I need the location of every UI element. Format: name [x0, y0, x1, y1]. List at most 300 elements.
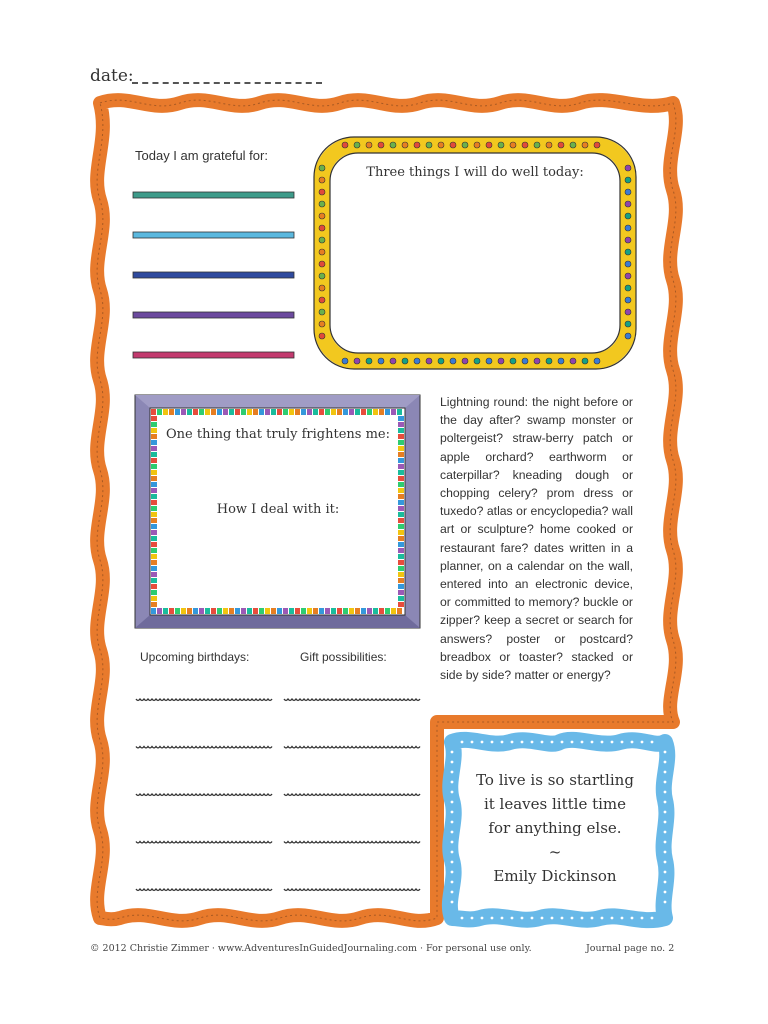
frame-dot [451, 831, 454, 834]
frame-square [205, 608, 210, 614]
frame-dot [582, 142, 588, 148]
frame-square [379, 409, 384, 415]
frame-square [337, 608, 342, 614]
frame-dot [451, 781, 454, 784]
birthday-lines [136, 699, 420, 891]
frame-square [391, 608, 396, 614]
frame-square [169, 409, 174, 415]
gift-line[interactable] [284, 794, 420, 796]
frame-dot [594, 142, 600, 148]
frame-square [211, 409, 216, 415]
frame-dot [450, 142, 456, 148]
frame-square [151, 542, 157, 547]
frame-square [398, 596, 404, 601]
frame-dot [451, 861, 454, 864]
frame-dot [378, 142, 384, 148]
frame-square [398, 602, 404, 607]
frame-square [398, 488, 404, 493]
frame-dot [570, 142, 576, 148]
grateful-title: Today I am grateful for: [135, 148, 268, 163]
frame-dot [354, 358, 360, 364]
frame-dot [354, 142, 360, 148]
frame-square [187, 409, 192, 415]
gift-title: Gift possibilities: [300, 650, 387, 664]
frame-dot [426, 358, 432, 364]
frame-dot [402, 358, 408, 364]
frame-dot [438, 142, 444, 148]
frame-square [398, 464, 404, 469]
birthday-line[interactable] [136, 747, 272, 749]
frame-square [187, 608, 192, 614]
quote-tilde: ~ [548, 843, 562, 861]
frame-dot [601, 741, 604, 744]
frame-square [398, 566, 404, 571]
frame-dot [581, 917, 584, 920]
frame-dot [486, 142, 492, 148]
frame-square [398, 416, 404, 421]
frame-square [343, 608, 348, 614]
frame-square [199, 409, 204, 415]
frame-square [151, 458, 157, 463]
frame-square [398, 530, 404, 535]
frame-dot [641, 917, 644, 920]
frame-dot [625, 177, 631, 183]
frame-dot [481, 917, 484, 920]
frame-square [217, 409, 222, 415]
frame-square [151, 590, 157, 595]
frame-square [235, 409, 240, 415]
frame-square [313, 608, 318, 614]
frame-square [193, 409, 198, 415]
frame-dot [581, 741, 584, 744]
grateful-line[interactable] [133, 232, 294, 238]
frame-square [391, 409, 396, 415]
frame-dot [631, 741, 634, 744]
frame-dot [491, 917, 494, 920]
frame-square [325, 608, 330, 614]
frame-square [211, 608, 216, 614]
frame-dot [491, 741, 494, 744]
frame-square [277, 409, 282, 415]
frame-square [193, 608, 198, 614]
frame-dot [450, 358, 456, 364]
frame-dot [664, 841, 667, 844]
frame-dot [498, 142, 504, 148]
frame-square [398, 446, 404, 451]
frame-dot [534, 358, 540, 364]
frame-dot [319, 225, 325, 231]
frame-dot [625, 309, 631, 315]
frame-dot [625, 249, 631, 255]
frame-dot [319, 297, 325, 303]
frame-square [398, 518, 404, 523]
birthday-line[interactable] [136, 794, 272, 796]
frame-square [163, 608, 168, 614]
frame-dot [561, 917, 564, 920]
frame-dot [451, 761, 454, 764]
date-label: date: [90, 66, 134, 86]
frame-dot [319, 189, 325, 195]
frame-square [229, 409, 234, 415]
frame-dot [451, 791, 454, 794]
frame-dot [594, 358, 600, 364]
frame-square [235, 608, 240, 614]
frame-dot [451, 891, 454, 894]
quote-line-1: To live is so startling [476, 771, 634, 789]
frame-dot [625, 261, 631, 267]
frame-dot [319, 201, 325, 207]
frame-dot [319, 321, 325, 327]
frame-dot [451, 751, 454, 754]
frame-square [283, 608, 288, 614]
frame-dot [451, 811, 454, 814]
quote-author: Emily Dickinson [493, 867, 617, 885]
frame-square [259, 608, 264, 614]
frame-square [398, 482, 404, 487]
frame-square [295, 409, 300, 415]
frame-dot [664, 771, 667, 774]
frame-square [259, 409, 264, 415]
frame-square [331, 409, 336, 415]
grateful-lines [133, 192, 294, 358]
frame-dot [511, 917, 514, 920]
frame-dot [319, 333, 325, 339]
frame-dot [521, 741, 524, 744]
frame-square [151, 512, 157, 517]
frame-square [151, 566, 157, 571]
frame-dot [451, 841, 454, 844]
frame-square [169, 608, 174, 614]
frame-dot [342, 358, 348, 364]
frame-dot [319, 165, 325, 171]
frame-square [163, 409, 168, 415]
frame-dot [451, 881, 454, 884]
frame-dot [625, 237, 631, 243]
frame-square [217, 608, 222, 614]
frame-dot [366, 142, 372, 148]
frame-square [398, 512, 404, 517]
frame-dot [651, 741, 654, 744]
frame-dot [438, 358, 444, 364]
frame-square [151, 554, 157, 559]
frame-dot [664, 801, 667, 804]
frame-dot [641, 741, 644, 744]
frame-square [373, 608, 378, 614]
grateful-line[interactable] [133, 192, 294, 198]
frame-square [181, 409, 186, 415]
frame-dot [510, 358, 516, 364]
frame-square [223, 409, 228, 415]
birthday-line[interactable] [136, 842, 272, 844]
frame-dot [522, 358, 528, 364]
frame-dot [319, 285, 325, 291]
frame-dot [664, 751, 667, 754]
frame-square [331, 608, 336, 614]
date-input-line[interactable] [132, 82, 322, 84]
frame-dot [571, 741, 574, 744]
frame-square [151, 596, 157, 601]
frame-dot [582, 358, 588, 364]
frame-square [157, 409, 162, 415]
frame-square [398, 536, 404, 541]
frame-square [313, 409, 318, 415]
frame-dot [501, 917, 504, 920]
frame-square [361, 409, 366, 415]
frame-dot [664, 791, 667, 794]
frame-square [271, 409, 276, 415]
frame-dot [378, 358, 384, 364]
frame-square [398, 584, 404, 589]
frame-dot [486, 358, 492, 364]
frame-dot [625, 273, 631, 279]
frame-square [151, 482, 157, 487]
frame-dot [451, 851, 454, 854]
frame-square [367, 608, 372, 614]
frame-dot [621, 741, 624, 744]
quote-block [455, 768, 655, 888]
birthday-line[interactable] [136, 889, 272, 891]
frame-square [397, 608, 402, 614]
frame-dot [664, 871, 667, 874]
frame-square [247, 409, 252, 415]
frame-square [319, 608, 324, 614]
frame-dot [625, 225, 631, 231]
frame-dot [451, 801, 454, 804]
frame-square [385, 409, 390, 415]
frame-square [151, 536, 157, 541]
frame-square [229, 608, 234, 614]
frame-dot [558, 142, 564, 148]
frame-dot [664, 881, 667, 884]
frame-square [283, 409, 288, 415]
frame-dot [625, 297, 631, 303]
frame-square [398, 470, 404, 475]
lightning-round-text: Lightning round: the night before or the day after? swamp monster or poltergeist? straw-berry patch or apple orchard? earthworm or caterpillar? kneading dough or chopping celery? prom dress or tuxedo? atlas or encyclopedia? wall art or sculpture? home cooked or restaurant fare? dates written in a planner, on a calendar on the wall, entered into an electronic device, or committed to memory? buckle or zipper? keep a secret or search for answers? poster or postcard? breadbox or toaster? stacked or side by side? matter or energy? [440, 395, 633, 683]
frame-square [151, 584, 157, 589]
quote-line-3: for anything else. [488, 819, 622, 837]
frame-dot [319, 249, 325, 255]
frame-dot [625, 201, 631, 207]
frame-square [151, 494, 157, 499]
frame-square [151, 548, 157, 553]
frame-dot [474, 142, 480, 148]
frame-square [253, 409, 258, 415]
frame-square [398, 542, 404, 547]
frame-dot [551, 917, 554, 920]
frame-dot [625, 333, 631, 339]
frame-square [397, 409, 402, 415]
frame-square [247, 608, 252, 614]
frame-dot [621, 917, 624, 920]
frame-square [151, 578, 157, 583]
frame-square [151, 530, 157, 535]
frame-dot [558, 358, 564, 364]
frame-dot [541, 917, 544, 920]
gift-line[interactable] [284, 842, 420, 844]
grateful-line[interactable] [133, 352, 294, 358]
frame-square [151, 416, 157, 421]
frame-dot [664, 891, 667, 894]
frame-dot [402, 142, 408, 148]
deal-title: How I deal with it: [216, 502, 340, 517]
frame-square [277, 608, 282, 614]
frame-square [379, 608, 384, 614]
frame-dot [510, 142, 516, 148]
frame-square [151, 409, 156, 415]
frame-square [398, 440, 404, 445]
frame-dot [471, 741, 474, 744]
frame-square [398, 422, 404, 427]
frame-dot [531, 741, 534, 744]
frame-dot [546, 358, 552, 364]
footer-page-number: Journal page no. 2 [586, 943, 675, 954]
frame-dot [534, 142, 540, 148]
frame-dot [664, 761, 667, 764]
frame-dot [342, 142, 348, 148]
frame-square [343, 409, 348, 415]
frame-square [151, 506, 157, 511]
frame-dot [390, 358, 396, 364]
frame-square [355, 409, 360, 415]
frame-dot [664, 901, 667, 904]
frame-square [398, 476, 404, 481]
frame-square [337, 409, 342, 415]
grateful-line[interactable] [133, 272, 294, 278]
frame-square [151, 470, 157, 475]
frame-square [151, 518, 157, 523]
frame-dot [522, 142, 528, 148]
frame-square [367, 409, 372, 415]
frame-square [151, 476, 157, 481]
frame-dot [664, 861, 667, 864]
frame-dot [451, 771, 454, 774]
gift-line[interactable] [284, 699, 420, 701]
frame-dot [471, 917, 474, 920]
frame-dot [426, 142, 432, 148]
frame-dot [546, 142, 552, 148]
frame-dot [366, 358, 372, 364]
birthday-line[interactable] [136, 699, 272, 701]
frame-square [385, 608, 390, 614]
frame-square [265, 608, 270, 614]
frame-dot [664, 821, 667, 824]
frame-dot [481, 741, 484, 744]
frame-dot [625, 189, 631, 195]
frame-square [175, 608, 180, 614]
frame-square [398, 428, 404, 433]
frame-dot [319, 261, 325, 267]
frame-square [301, 608, 306, 614]
frame-square [253, 608, 258, 614]
frame-square [151, 500, 157, 505]
frame-square [151, 560, 157, 565]
frame-dot [462, 142, 468, 148]
frame-dot [625, 321, 631, 327]
frame-dot [664, 851, 667, 854]
frame-dot [451, 821, 454, 824]
frame-square [398, 500, 404, 505]
frame-square [289, 409, 294, 415]
frame-dot [664, 831, 667, 834]
frame-square [398, 524, 404, 529]
frame-square [295, 608, 300, 614]
frame-dot [461, 917, 464, 920]
frame-dot [319, 177, 325, 183]
frame-square [398, 572, 404, 577]
frame-dot [625, 165, 631, 171]
frame-dot [521, 917, 524, 920]
frame-dot [591, 741, 594, 744]
frame-square [398, 560, 404, 565]
frame-dot [561, 741, 564, 744]
frame-square [271, 608, 276, 614]
frame-square [151, 422, 157, 427]
frame-dot [631, 917, 634, 920]
birthdays-title: Upcoming birthdays: [140, 650, 250, 664]
frame-square [151, 446, 157, 451]
frame-square [157, 608, 162, 614]
frame-dot [531, 917, 534, 920]
frame-square [223, 608, 228, 614]
frame-dot [451, 901, 454, 904]
frame-dot [319, 213, 325, 219]
grateful-line[interactable] [133, 312, 294, 318]
frame-square [175, 409, 180, 415]
frame-square [151, 440, 157, 445]
frame-square [151, 488, 157, 493]
frame-dot [501, 741, 504, 744]
frame-dot [474, 358, 480, 364]
frame-square [398, 554, 404, 559]
frame-square [307, 608, 312, 614]
frame-square [398, 458, 404, 463]
frame-square [151, 572, 157, 577]
frame-dot [551, 741, 554, 744]
frame-square [398, 578, 404, 583]
frame-square [398, 506, 404, 511]
frame-dot [611, 917, 614, 920]
frame-square [398, 590, 404, 595]
frame-square [151, 452, 157, 457]
frame-square [398, 452, 404, 457]
fear-title: One thing that truly frightens me: [166, 427, 390, 442]
footer-copyright: © 2012 Christie Zimmer · www.AdventuresInGuidedJournaling.com · For personal use only. [90, 943, 532, 954]
gift-line[interactable] [284, 747, 420, 749]
frame-dot [511, 741, 514, 744]
frame-square [349, 409, 354, 415]
frame-square [151, 464, 157, 469]
frame-square [151, 602, 157, 607]
frame-dot [414, 142, 420, 148]
frame-dot [462, 358, 468, 364]
frame-dot [664, 781, 667, 784]
frame-dot [571, 917, 574, 920]
frame-square [151, 524, 157, 529]
frame-square [199, 608, 204, 614]
frame-square [349, 608, 354, 614]
frame-dot [414, 358, 420, 364]
frame-dot [625, 213, 631, 219]
frame-square [151, 428, 157, 433]
frame-square [361, 608, 366, 614]
frame-square [265, 409, 270, 415]
frame-dot [570, 358, 576, 364]
gift-line[interactable] [284, 889, 420, 891]
frame-dot [451, 871, 454, 874]
frame-dot [541, 741, 544, 744]
frame-square [151, 434, 157, 439]
frame-square [307, 409, 312, 415]
